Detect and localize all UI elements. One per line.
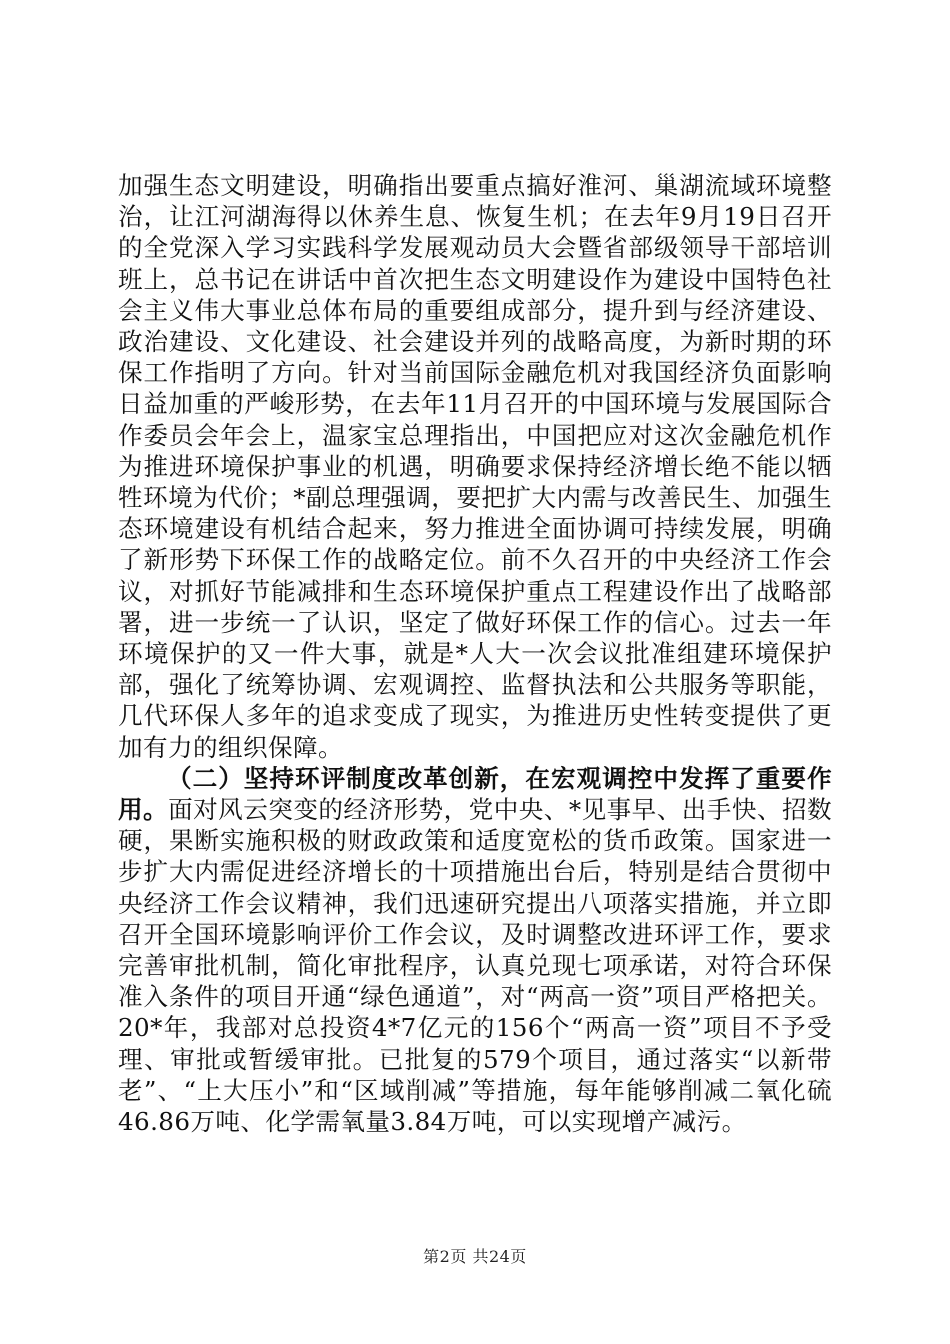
section-heading: （二）坚持环评制度改革创新，在宏观调控中发挥了重要作用。 <box>118 763 832 825</box>
paragraph-2 <box>118 763 832 1137</box>
paragraph-1: 加强生态文明建设，明确指出要重点搞好淮河、巢湖流域环境整治，让江河湖海得以休养生息、恢复生机；在去年9月19日召开的全党深入学习实践科学发展观动员大会暨省部级领导干部培训班上，总书记在讲话中首次把生态文明建设作为建设中国特色社会主义伟大事业总体布局的重要组成部分，提升到与经济建设、政治建设、文化建设、社会建设并列的战略高度，为新时期的环保工作指明了方向。针对当前国际金融危机对我国经济负面影响日益加重的严峻形势，在去年11月召开的中国环境与发展国际合作委员会年会上，温家宝总理指出，中国把应对这次金融危机作为推进环境保护事业的机遇，明确要求保持经济增长绝不能以牺牲环境为代价；*副总理强调，要把扩大内需与改善民生、加强生态环境建设有机结合起来，努力推进全面协调可持续发展，明确了新形势下环保工作的战略定位。前不久召开的中央经济工作会议，对抓好节能减排和生态环境保护重点工程建设作出了战略部署，进一步统一了认识，坚定了做好环保工作的信心。过去一年环境保护的又一件大事，就是*人大一次会议批准组建环境保护部，强化了统筹协调、宏观调控、监督执法和公共服务等职能，几代环保人多年的追求变成了现实，为推进历史性转变提供了更加有力的组织保障。 <box>118 171 832 762</box>
body-text <box>118 170 832 1137</box>
page-footer: 第2页 共24页 <box>423 1247 527 1266</box>
paragraph-2-text: 面对风云突变的经济形势，党中央、*见事早、出手快、招数硬，果断实施积极的财政政策和适度宽松的货币政策。国家进一步扩大内需促进经济增长的十项措施出台后，特别是结合贯彻中央经济工作会议精神，我们迅速研究提出八项落实措施，并立即召开全国环境影响评价工作会议，及时调整改进环评工作，要求完善审批机制，简化审批程序，认真兑现七项承诺，对符合环保准入条件的项目开通“绿色通道”，对“两高一资”项目严格把关。20*年，我部对总投资4*7亿元的156个“两高一资”项目不予受理、审批或暂缓审批。已批复的579个项目，通过落实“以新带老”、“上大压小”和“区域削减”等措施，每年能够削减二氧化硫46.86万吨、化学需氧量3.84万吨，可以实现增产减污。 <box>118 795 832 1137</box>
